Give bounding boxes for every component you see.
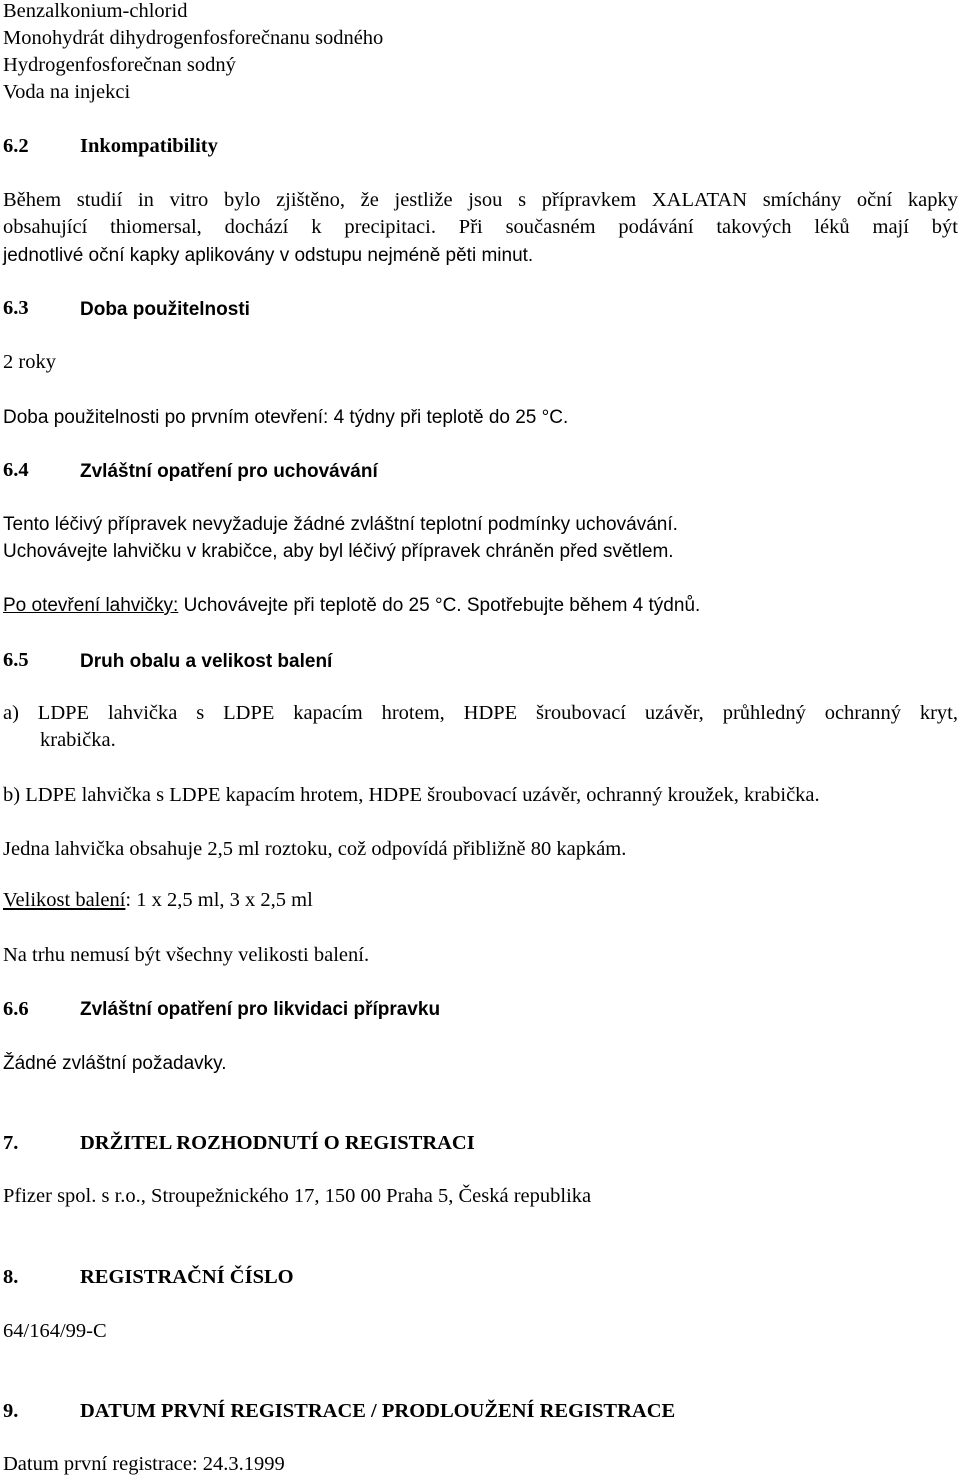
section-number: 9. [3, 1400, 19, 1422]
section-heading: Druh obalu a velikost balení [80, 651, 333, 672]
section-heading: REGISTRAČNÍ ČÍSLO [80, 1266, 294, 1288]
excipient-item: Monohydrát dihydrogenfosforečnanu sodného [3, 27, 384, 49]
section-number: 6.2 [3, 135, 29, 157]
section-number: 8. [3, 1266, 19, 1288]
storage-line: Uchovávejte lahvičku v krabičce, aby byl léčivý přípravek chráněn před světlem. [3, 541, 674, 562]
registration-date: Datum první registrace: 24.3.1999 [3, 1453, 285, 1475]
marketing-note: Na trhu nemusí být všechny velikosti balení. [3, 944, 370, 966]
storage-line: Tento léčivý přípravek nevyžaduje žádné zvláštní teplotní podmínky uchovávání. [3, 514, 678, 535]
paragraph-line: jednotlivé oční kapky aplikovány v odstupu nejméně pěti minut. [3, 245, 534, 266]
storage-after-opening [3, 592, 700, 619]
pack-option-b: b) LDPE lahvička s LDPE kapacím hrotem, HDPE šroubovací uzávěr, ochranný kroužek, krabička. [3, 784, 820, 806]
holder-address: Pfizer spol. s r.o., Stroupežnického 17, 150 00 Praha 5, Česká republika [3, 1185, 592, 1207]
section-heading: DATUM PRVNÍ REGISTRACE / PRODLOUŽENÍ REGISTRACE [80, 1400, 676, 1422]
shelf-life: 2 roky [3, 351, 56, 373]
pack-option-a: a) LDPE lahvička s LDPE kapacím hrotem, HDPE šroubovací uzávěr, průhledný ochranný kryt, [3, 702, 958, 724]
section-heading: Doba použitelnosti [80, 299, 250, 320]
section-heading: DRŽITEL ROZHODNUTÍ O REGISTRACI [80, 1132, 475, 1154]
pack-sizes-text: : 1 x 2,5 ml, 3 x 2,5 ml [125, 889, 313, 911]
section-number: 6.5 [3, 649, 29, 671]
excipient-item: Voda na injekci [3, 81, 131, 103]
storage-after-opening-label: Po otevření lahvičky: [3, 595, 179, 616]
paragraph-line: Během studií in vitro bylo zjištěno, že jestliže jsou s přípravkem XALATAN smíchány oční kapky [3, 189, 958, 211]
excipient-item: Hydrogenfosforečnan sodný [3, 54, 236, 76]
section-heading: Inkompatibility [80, 135, 218, 157]
section-heading: Zvláštní opatření pro likvidaci přípravku [80, 999, 441, 1020]
shelf-life-after-opening: Doba použitelnosti po prvním otevření: 4 týdny při teplotě do 25 °C. [3, 407, 569, 428]
storage-after-opening-text: Uchovávejte při teplotě do 25 °C. Spotřebujte během 4 týdnů. [178, 595, 701, 616]
registration-number: 64/164/99-C [3, 1320, 107, 1342]
section-number: 7. [3, 1132, 19, 1154]
pack-option-a-cont: krabička. [40, 729, 116, 751]
pack-sizes [3, 887, 313, 914]
disposal-text: Žádné zvláštní požadavky. [3, 1053, 227, 1074]
paragraph-line: obsahující thiomersal, dochází k precipitaci. Při současném podávání takových léků mají být [3, 216, 958, 238]
bottle-volume: Jedna lahvička obsahuje 2,5 ml roztoku, což odpovídá přibližně 80 kapkám. [3, 838, 627, 860]
section-number: 6.6 [3, 998, 29, 1020]
section-number: 6.3 [3, 297, 29, 319]
pack-sizes-label: Velikost balení [3, 889, 126, 911]
section-heading: Zvláštní opatření pro uchovávání [80, 461, 378, 482]
excipient-item: Benzalkonium-chlorid [3, 0, 188, 22]
section-number: 6.4 [3, 459, 29, 481]
